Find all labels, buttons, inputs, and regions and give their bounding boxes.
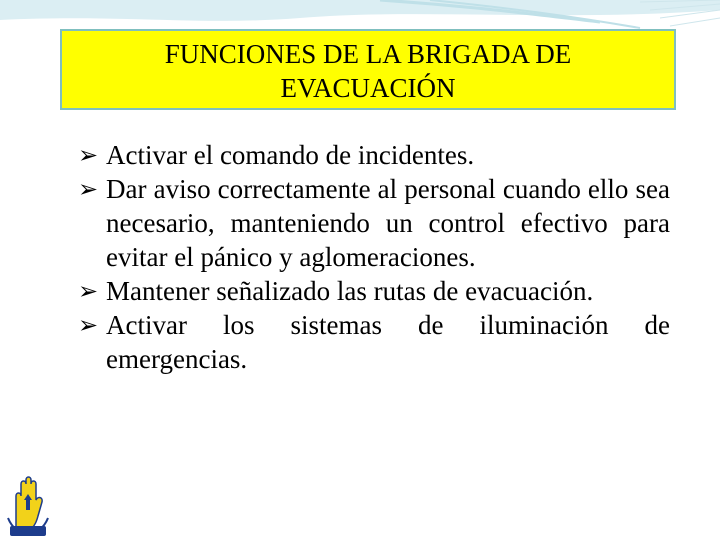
title-box bbox=[60, 29, 676, 110]
bullet-arrow-icon: ➢ bbox=[78, 311, 99, 339]
bullet-list bbox=[78, 138, 670, 376]
bullet-arrow-icon: ➢ bbox=[78, 175, 99, 203]
bullet-arrow-icon: ➢ bbox=[78, 277, 99, 305]
list-item bbox=[78, 274, 670, 308]
list-item-text: Activar los sistemas de iluminación de emergencias. bbox=[106, 310, 670, 374]
list-item-text: Activar el comando de incidentes. bbox=[106, 140, 475, 170]
list-item bbox=[78, 308, 670, 376]
bullet-arrow-icon: ➢ bbox=[78, 141, 99, 169]
list-item-text: Dar aviso correctamente al personal cuando ello sea necesario, manteniendo un control efectivo para evitar el pánico y aglomeraciones. bbox=[106, 174, 670, 272]
page-title: FUNCIONES DE LA BRIGADA DE EVACUACIÓN bbox=[164, 38, 572, 103]
hand-logo-icon bbox=[2, 470, 54, 540]
list-item-text: Mantener señalizado las rutas de evacuación. bbox=[106, 276, 594, 306]
list-item bbox=[78, 172, 670, 274]
list-item bbox=[78, 138, 670, 172]
